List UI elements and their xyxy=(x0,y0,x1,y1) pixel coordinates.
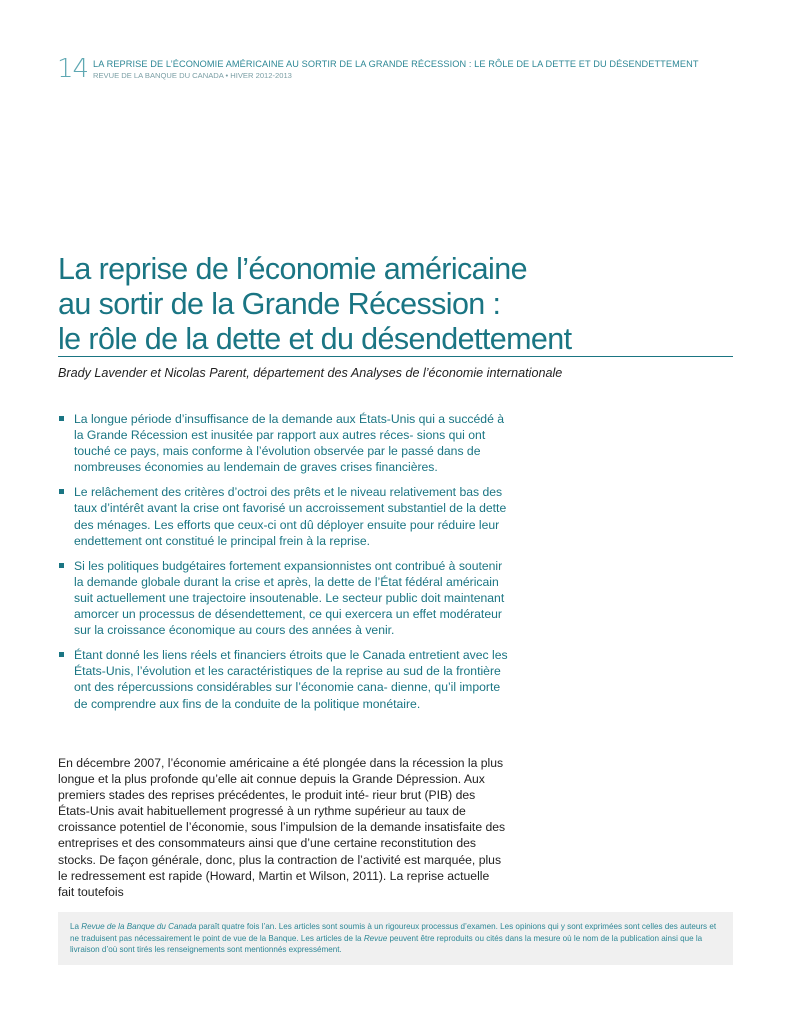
bullet-text: Si les politiques budgétaires fortement expansionnistes ont contribué à soutenir la demande globale durant la crise et après, la dette de l’État fédéral américain suit actuellement une trajectoire insoutenable. Le secteur public doit maintenant amorcer un processus de désendettement, ce qui exercera un effet modérateur sur la croissance économique au cours des années à venir. xyxy=(74,558,505,638)
body-paragraph: En décembre 2007, l’économie américaine a été plongée dans la récession la plus longue et la plus profonde qu’elle ait connue depuis la Grande Dépression. Aux premiers stades des reprises précédentes, le produit inté- rieur brut (PIB) des États-Unis avait habituellement progressé à un rythme supérieur au taux de croissance potentiel de l’économie, sous l’impulsion de la demande insatisfaite des entreprises et des consommateurs ainsi que d’une certaine reconstitution des stocks. De façon générale, donc, plus la contraction de l’activité est marquée, plus le redressement est rapide (Howard, Martin et Wilson, 2011). La reprise actuelle fait toutefois xyxy=(58,756,506,899)
footer-notice-text xyxy=(70,921,725,956)
square-bullet-icon xyxy=(59,652,64,657)
square-bullet-icon xyxy=(59,489,64,494)
footer-text-part: peuvent être reproduits ou cités dans la mesure où le nom de la publication ainsi que la livraison d’où sont tirés les renseignements sont mentionnés expressément. xyxy=(70,933,703,955)
running-header xyxy=(93,59,713,80)
article-title xyxy=(58,252,738,357)
bullet-text: Le relâchement des critères d’octroi des prêts et le niveau relativement bas des taux d’intérêt avant la crise ont favorisé un accroissement substantiel de la dette des ménages. Les efforts que ceux-ci ont dû déployer ensuite pour réduire leur endettement ont constitué le principal frein à la reprise. xyxy=(74,485,507,548)
summary-bullet xyxy=(58,647,508,711)
page-number: 14 xyxy=(57,54,89,84)
footer-revue-name: Revue xyxy=(363,933,388,943)
authors-line: Brady Lavender et Nicolas Parent, département des Analyses de l’économie internationale xyxy=(58,366,563,380)
square-bullet-icon xyxy=(59,416,64,421)
footer-publication-name: Revue de la Banque du Canada xyxy=(81,922,197,931)
title-line-3: le rôle de la dette et du désendettement xyxy=(58,322,572,356)
running-subtitle: REVUE DE LA BANQUE DU CANADA • HIVER 2012-2013 xyxy=(93,71,292,80)
summary-bullet xyxy=(58,411,508,475)
bullet-text: Étant donné les liens réels et financiers étroits que le Canada entretient avec les États-Unis, l’évolution et les caractéristiques de la reprise au sud de la frontière ont des répercussions considérables sur l’économie cana- dienne, qu’il importe de comprendre aux fins de la conduite de la politique monétaire. xyxy=(74,648,508,711)
footer-text-part: paraît quatre fois l’an. Les articles sont soumis à un rigoureux processus d’examen. Les opinions qui y sont exprimées sont celles des auteurs et ne traduisent pas nécessairement le point de vue de la Banque. Les articles de la xyxy=(70,922,717,943)
square-bullet-icon xyxy=(59,563,64,568)
title-line-2: au sortir de la Grande Récession : xyxy=(58,287,501,321)
summary-bullet-list xyxy=(58,411,508,721)
footer-notice-box xyxy=(58,912,733,965)
bullet-text: La longue période d’insuffisance de la demande aux États-Unis qui a succédé à la Grande Récession est inusitée par rapport aux autres réces- sions qui ont touché ce pays, mais conforme à l’évolution observée par le passé dans de nombreuses économies au lendemain de graves crises financières. xyxy=(74,412,505,475)
summary-bullet xyxy=(58,558,508,638)
summary-bullet xyxy=(58,484,508,548)
title-divider xyxy=(58,356,733,357)
footer-text-part: La xyxy=(70,922,82,931)
running-title: LA REPRISE DE L’ÉCONOMIE AMÉRICAINE AU SORTIR DE LA GRANDE RÉCESSION : LE RÔLE DE LA DETTE ET DU DÉSENDETTEMENT xyxy=(93,59,699,69)
title-line-1: La reprise de l’économie américaine xyxy=(58,252,527,286)
